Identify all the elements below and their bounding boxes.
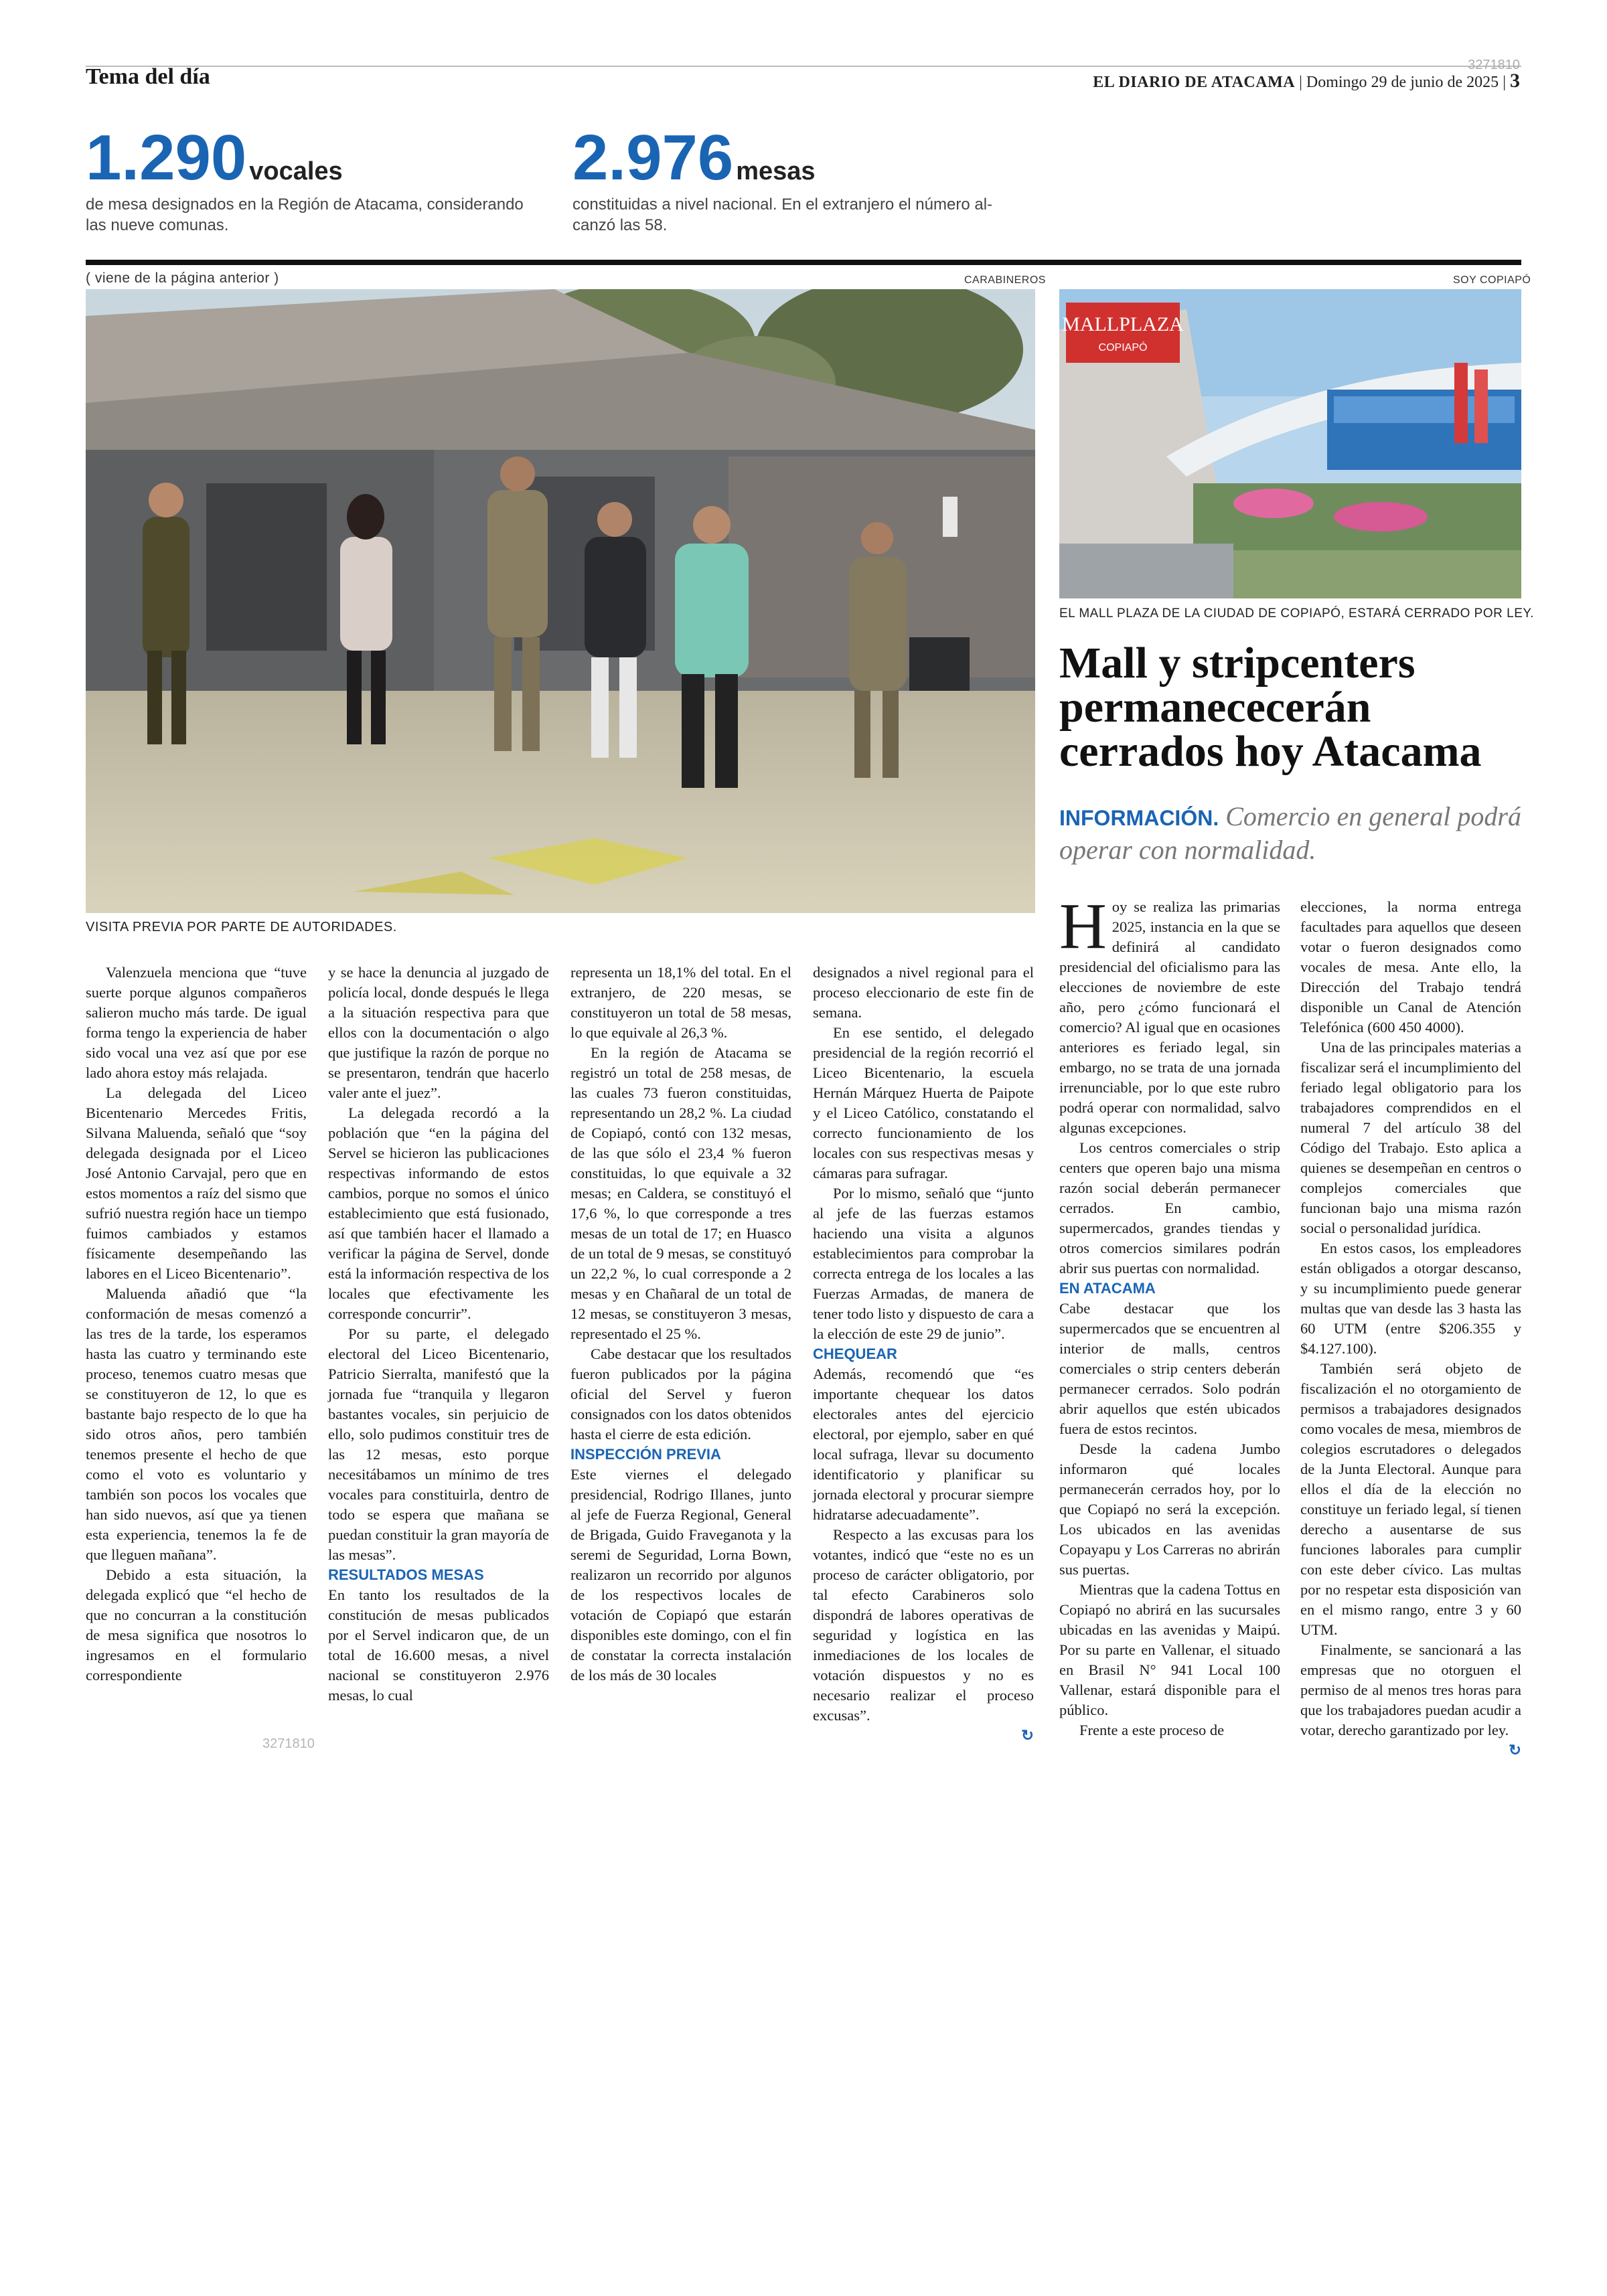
header-rule xyxy=(86,66,1521,67)
paper-name: EL DIARIO DE ATACAMA xyxy=(1093,74,1296,91)
masthead: EL DIARIO DE ATACAMA | Domingo 29 de junio de 2025 | 3 xyxy=(1093,70,1520,92)
end-mark-icon: ↻ xyxy=(1509,1742,1521,1758)
page-number: 3 xyxy=(1510,70,1520,92)
section-rule xyxy=(86,260,1521,265)
column-3: representa un 18,1% del total. En el extranjero, de 220 mesas, se constituyeron un total de 58 mesas, lo que equivale al 26,3 %. En la región de Atacama se registró un total de 258 mesas, de las cuales 73 fueron constituidas, representando un 28,2 %. La ciudad de Copiapó, contó con 132 mesas, de las que sólo el 23,4 % fueron constituidas, lo que equivale a 32 mesas; en Caldera, se constituyó el 17,6 %, lo que corresponde a tres mesas de un total de 17; en Huasco de un total de 9 mesas, se constituyó un 22,2 %, lo cual corresponde a 2 mesas y en Chañaral de un total de 12 mesas, se constituyeron 3 mesas, representado el 25 %. Cabe destacar que los resultados fueron publicados por la página oficial del Servel y fueron consignados con los datos obtenidos hasta el cierre de esta edición. INSPECCIÓN PREVIA Este viernes el delegado presidencial, Rodrigo Illanes, junto al jefe de Fuerza Regional, General de Brigada, Guido Fraveganota y la seremi de Seguridad, Lorna Bown, realizaron un recorrido por algunos de los respectivos locales de votación de Copiapó que estarán disponibles este domingo, con el fin de constatar la correcta instalación de los más de 30 locales xyxy=(570,964,791,1684)
column-5: Hoy se realiza las primarias 2025, instancia en la que se definirá al candidato presidencial del oficialismo para las elecciones de noviembre de este año, pero ¿cómo funcionará el comercio? Al igual que en ocasiones anteriores es feriado legal, sin embargo, no se trata de una jornada irrenunciable, por lo que este rubro podrá operar con normalidad, salvo algunas excepciones. Los centros comerciales o strip centers que operen bajo una misma razón social deberán permanecer cerrados. En cambio, supermercados, grandes tiendas y otros comercios similares podrán abrir sus puertas con normalidad. EN ATACAMA Cabe destacar que los supermercados que se encuentren al interior de malls, centros comerciales o strip centers deberán permanecer cerrados. Solo podrán abrir aquellos que estén ubicados fuera de estos recintos. Desde la cadena Jumbo informaron qué locales permanecerán cerrados hoy, por lo que Copiapó no será la excepción. Los ubicados en las avenidas Copayapu y Los Carreras no abrirán sus puertas. Mientras que la cadena Tottus en Copiapó no abrirá en las sucursales ubicadas en las avenidas y Maipú. Por su parte en Vallenar, el situado en Brasil N° 941 Local 100 Vallenar, estará disponible para el público. Frente a este proceso de xyxy=(1059,890,1280,1738)
photo-mall-plaza xyxy=(1059,289,1521,598)
section-title: Tema del día xyxy=(86,64,210,89)
photo-credit-left: CARABINEROS xyxy=(964,274,1046,286)
svg-text:MALLPLAZA: MALLPLAZA xyxy=(1062,313,1184,335)
watermark: 3271810 xyxy=(262,1736,315,1751)
stat-number: 2.976 xyxy=(572,122,734,193)
stat-unit: mesas xyxy=(736,157,816,185)
stat-mesas xyxy=(572,122,993,236)
stat-description: de mesa designados en la Región de Atacama, considerando las nueve comunas. xyxy=(86,195,524,234)
photo-caption-left: VISITA PREVIA POR PARTE DE AUTORIDADES. xyxy=(86,920,397,934)
column-4: designados a nivel regional para el proceso eleccionario de este fin de semana. En ese sentido, el delegado presidencial de la región recorrió el Liceo Bicentenario, la escuela Hernán Márquez Huerta de Paipote y el Liceo Católico, constatando el correcto funcionamiento de los locales con sus respectivas mesas y cámaras para sufragar. Por lo mismo, señaló que “junto al jefe de las fuerzas estamos haciendo una visita a algunos establecimientos para comprobar la correcta entrega de los locales a las Fuerzas Armadas, de manera de tener todo listo y dispuesto de cara a la elección de este 29 de junio”. CHEQUEAR Además, recomendó que “es importante chequear los datos electorales antes del ejercicio electoral, por ejemplo, saber en qué local sufraga, llevar su documento identificatorio y planificar su jornada electoral y procurar siempre hidratarse adecuadamente”. Respecto a las excusas para los votantes, indicó que “este no es un proceso de carácter obligatorio, por tal efecto Carabineros solo dispondrá de labores operativas de seguridad y logística en las inmediaciones de los locales de votación dispuestos y no es necesario realizar el proceso excusas”. ↻ xyxy=(813,964,1034,1744)
subhead-chequear: CHEQUEAR xyxy=(813,1345,897,1362)
column-2: y se hace la denuncia al juzgado de policía local, donde después le llega a la situación respectiva para que ellos con la documentación o algo que justifique la razón de porque no se presentaron, tendrán que hacerlo valer ante el juez”. La delegada recordó a la población que “en la página del Servel se hicieron las publicaciones respectivas informando de estos cambios, porque no somos el único establecimiento que está fusionado, así que también hacer el llamado a verificar la página de Servel, donde está la información respectiva de los locales que efectivamente les corresponde concurrir”. Por su parte, el delegado electoral del Liceo Bicentenario, Patricio Sierralta, manifestó que la jornada fue “tranquila y llegaron bastantes vocales, sin perjuicio de ello, solo pudimos constituir tres de las 12 mesas, esto porque necesitábamos un mínimo de tres vocales para constituirla, dentro de todo se espera que mañana se puedan constituir la gran mayoría de las mesas”. RESULTADOS MESAS En tanto los resultados de la constitución de mesas publicados por el Servel indicaron que, de un total de 16.600 mesas, a nivel nacional se constituyeron 2.976 mesas, lo cual xyxy=(328,964,549,1704)
photo-caption-right: EL MALL PLAZA DE LA CIUDAD DE COPIAPÓ, ESTARÁ CERRADO POR LEY. xyxy=(1059,606,1534,621)
stat-unit: vocales xyxy=(249,157,343,185)
column-6: elecciones, la norma entrega facultades para aquellos que deseen votar o fueron designados como vocales de mesa. Ante ello, la Dirección del Trabajo tendrá disponible un Canal de Atención Telefónica (600 450 4000). Una de las principales materias a fiscalizar será el incumplimiento del feriado legal obligatorio para los trabajadores comprendidos en el numeral 7 del artículo 38 del Código del Trabajo. Esto aplica a quienes se desempeñan en centros o complejos comerciales que funcionan bajo una misma razón social o personalidad jurídica. En estos casos, los empleadores están obligados a otorgar descanso, y su incumplimiento puede generar multas que van desde las 3 hasta las 60 UTM (entre $206.355 y $4.127.100). También será objeto de fiscalización el no otorgamiento de permisos a trabajadores designados como vocales de mesa, miembros de colegios escrutadores o delegados de la Junta Electoral. Aunque para ellos el día de la elección no constituye un feriado legal, sí tienen derecho a ausentarse de sus funciones laborales para cumplir con este deber cívico. Las multas por no respetar esta disposición van en el mismo rango, entre 3 y 60 UTM. Finalmente, se sancionará a las empresas que no otorguen el permiso de al menos tres horas para que los trabajadores puedan acudir a votar, derecho garantizado por ley. ↻ xyxy=(1300,898,1521,1758)
issue-date: Domingo 29 de junio de 2025 xyxy=(1306,74,1499,91)
stat-vocales xyxy=(86,122,524,236)
header-code: 3271810 xyxy=(1468,58,1520,72)
photo-credit-right: SOY COPIAPÓ xyxy=(1453,274,1531,286)
subhead-inspeccion: INSPECCIÓN PREVIA xyxy=(570,1446,721,1463)
continued-label: ( viene de la página anterior ) xyxy=(86,270,279,286)
svg-text:COPIAPÓ: COPIAPÓ xyxy=(1098,342,1148,353)
stat-number: 1.290 xyxy=(86,122,247,193)
article-kicker: INFORMACIÓN. Comercio en general podrá operar con normalidad. xyxy=(1059,801,1521,865)
end-mark-icon: ↻ xyxy=(1021,1727,1034,1744)
stat-description: constituidas a nivel nacional. En el extranjero el número al- canzó las 58. xyxy=(572,195,993,234)
kicker-tag: INFORMACIÓN. xyxy=(1059,806,1219,830)
column-1: Valenzuela menciona que “tuve suerte porque algunos compañeros salieron mucho más tarde. De igual forma tengo la experiencia de haber sido vocal una vez así que por ese lado ahora estoy más relajada. La delegada del Liceo Bicentenario Mercedes Fritis, Silvana Maluenda, señaló que “soy delegada designada por el Liceo José Antonio Carvajal, pero que en estos momentos a raíz del sismo que sufrió nuestra región hace un tiempo fuimos cambiados y estamos físicamente desempeñando las labores en el Liceo Bicentenario”. Maluenda añadió que “la conformación de mesas comenzó a las tres de la tarde, los esperamos hasta las cuatro y terminando este proceso, tenemos cuatro mesas que se constituyeron de 12, lo que es bastante bajo respecto de lo que ha sido otros años, pero también tenemos presente el hecho de que como el voto es voluntario y también son pocos los vocales que han sido nuevos, así que ya tienen esta experiencia, tenemos la fe de que lleguen mañana”. Debido a esta situación, la delegada explicó que “el hecho de que no concurran a la constitución de mesa significa que nosotros lo ingresamos en el formulario correspondiente xyxy=(86,964,307,1684)
drop-cap: H xyxy=(1059,890,1107,963)
photo-authorities-visit xyxy=(86,289,1035,913)
subhead-en-atacama: EN ATACAMA xyxy=(1059,1280,1156,1297)
article-headline: Mall y stripcenters permanececerán cerrados hoy Atacama xyxy=(1059,639,1482,776)
subhead-resultados: RESULTADOS MESAS xyxy=(328,1566,484,1583)
